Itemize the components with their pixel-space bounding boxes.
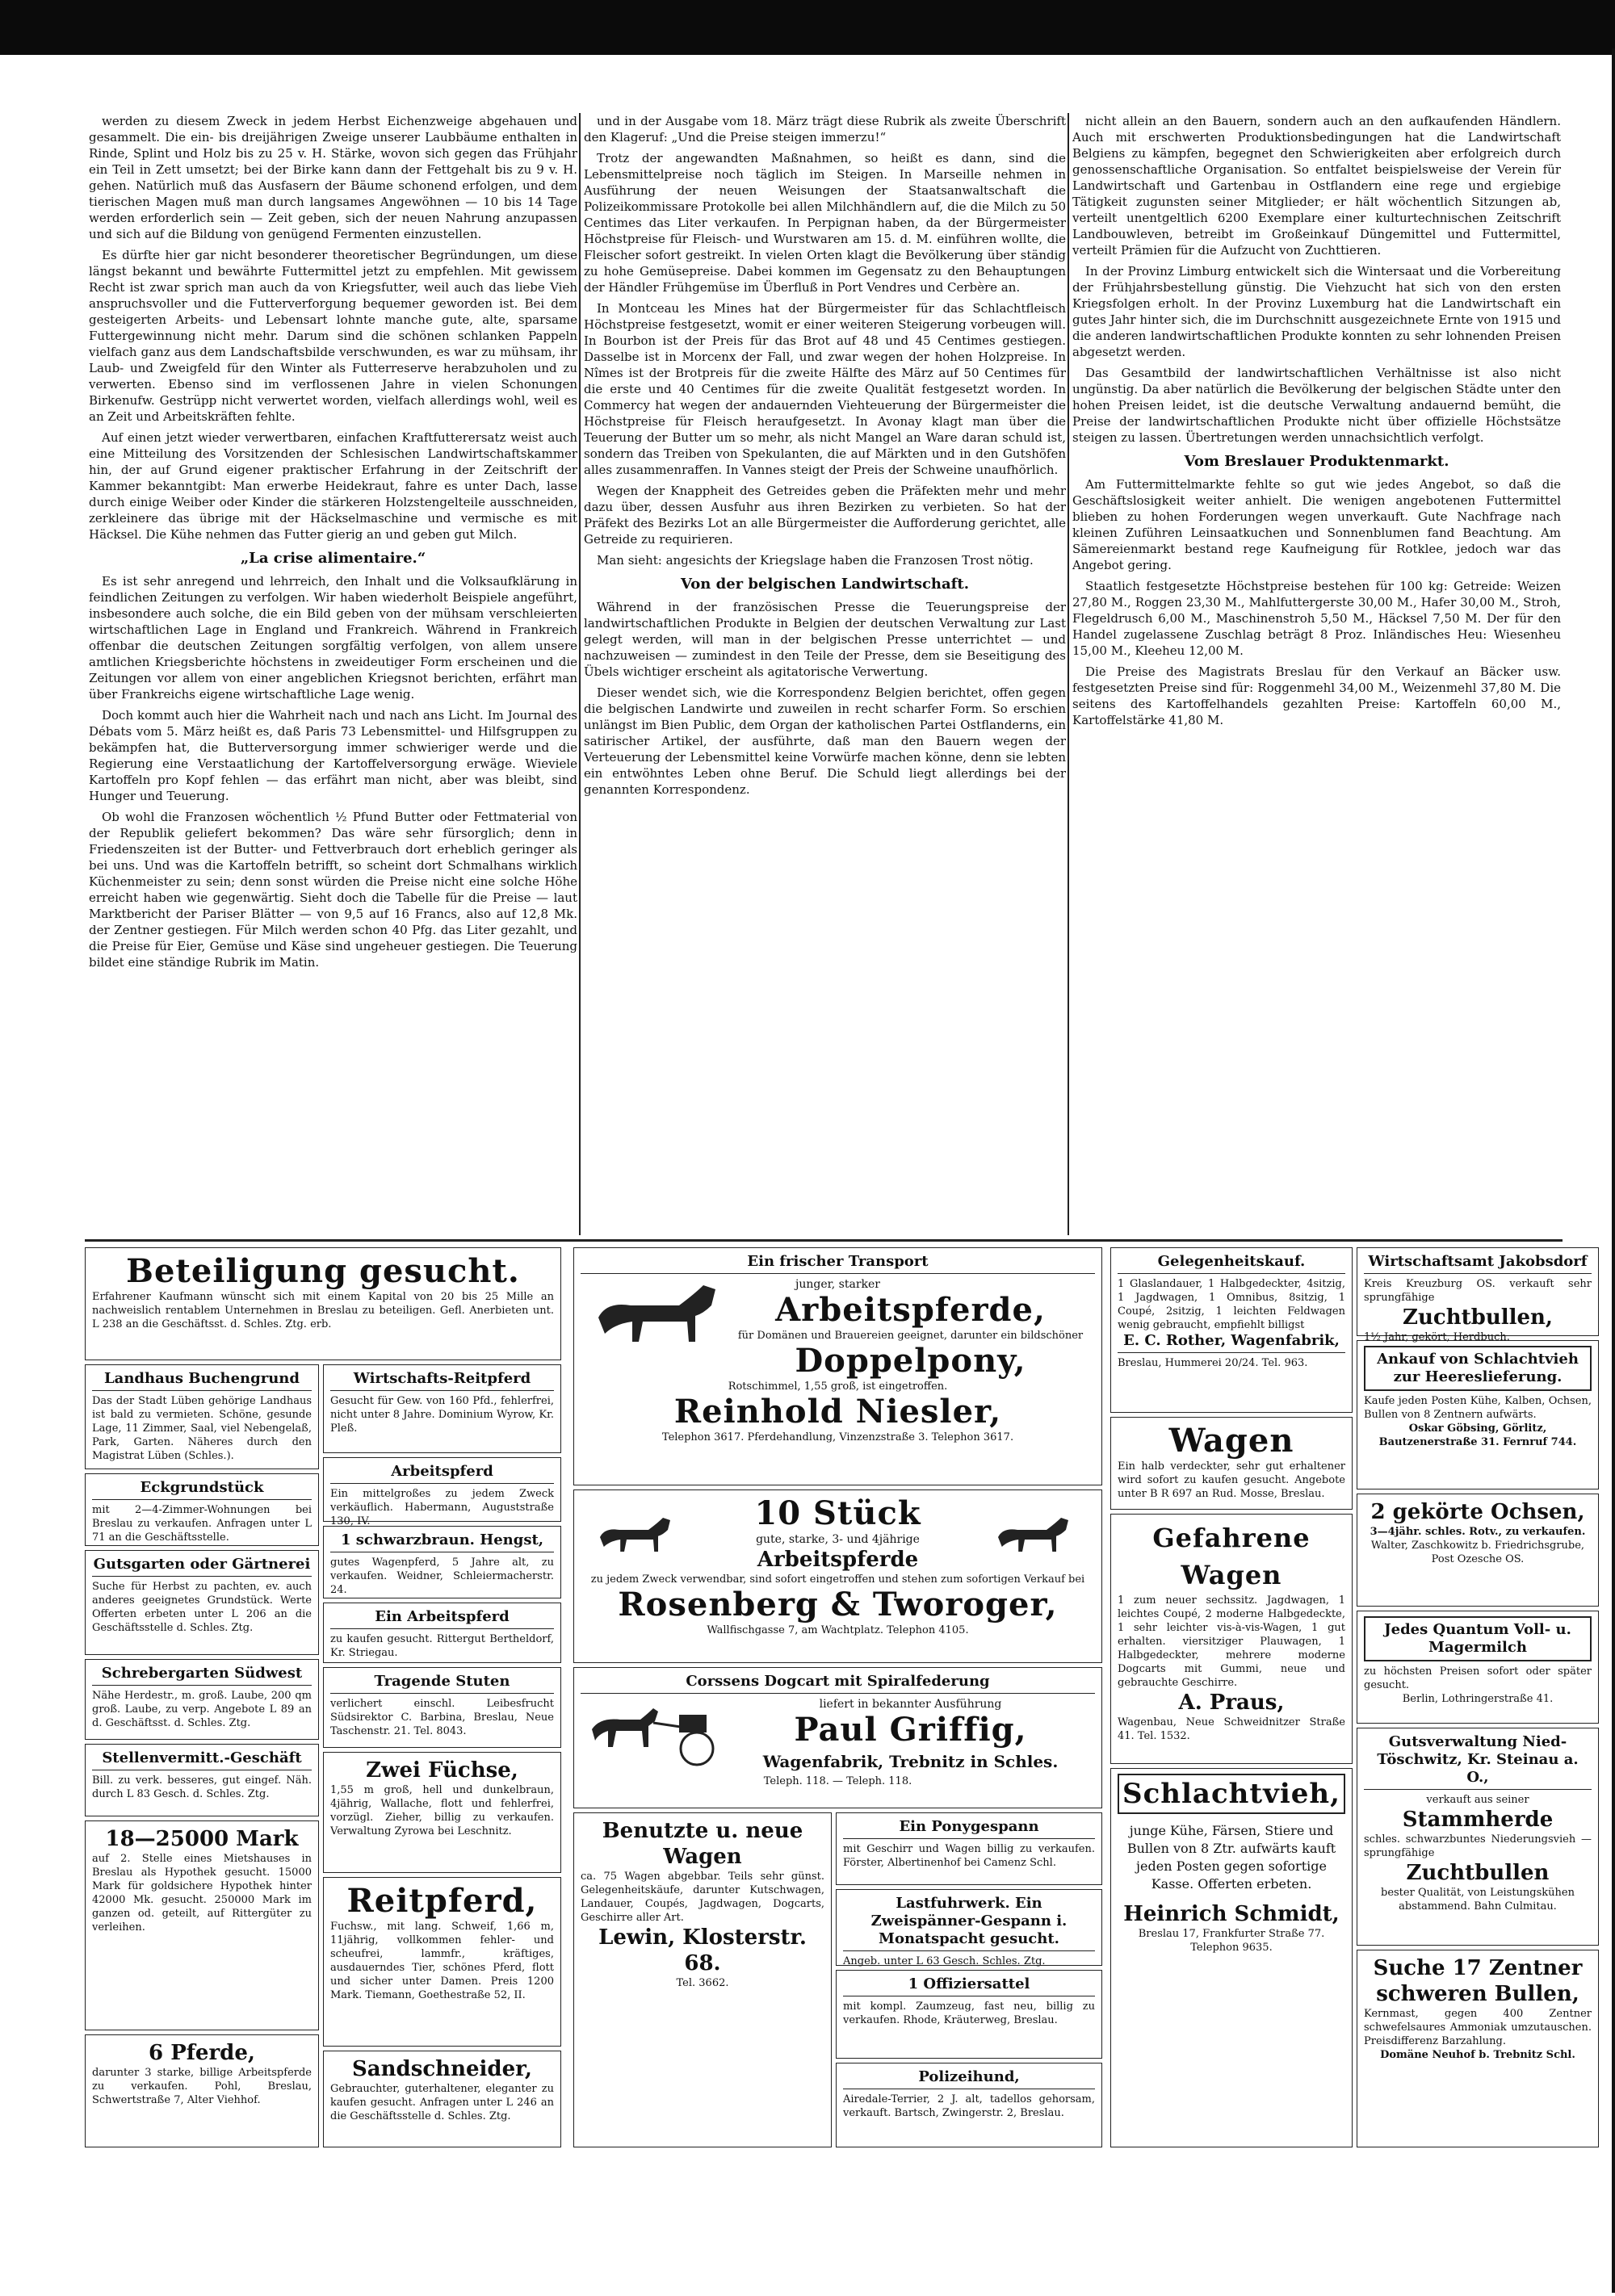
ad-body: verkauft aus seiner [1426, 1794, 1529, 1806]
article-column-middle [584, 113, 1066, 1231]
ad-big-text: Zuchtbullen, [1403, 1305, 1553, 1330]
article-column-left [89, 113, 577, 1231]
ad-footer: Berlin, Lothringerstraße 41. [1402, 1693, 1554, 1705]
ad-subtitle: junger, starker [795, 1278, 880, 1291]
section-heading: Von der belgischen Landwirtschaft. [680, 576, 970, 593]
ad-body: Gesucht für Gew. von 160 Pfd., fehlerfrei, nicht unter 8 Jahre. Dominium Wyrow, Kr. Pleß. [330, 1395, 554, 1435]
ad-body: Kaufe jeden Posten Kühe, Kalben, Ochsen, Bullen von 8 Zentnern aufwärts. [1364, 1395, 1592, 1421]
ad-body: Das der Stadt Lüben gehörige Landhaus ist bald zu vermieten. Schöne, gesunde Lage, 11 Zimmer, Saal, viel Nebengelaß, Park, Garten. Näheres durch den Magistrat Lüben (Schles.). [92, 1395, 312, 1462]
ad-body: Gebrauchter, guterhaltener, eleganter zu kaufen gesucht. Anfragen unter L 246 an die Geschäftsstelle d. Schles. Ztg. [330, 2083, 554, 2122]
ad-zehn-stueck [573, 1489, 1102, 1663]
ad-body: Rotschimmel, 1,55 groß, ist eingetroffen. [728, 1381, 948, 1393]
ad-schlachtvieh-schmidt [1110, 1768, 1353, 2147]
ad-body: ca. 75 Wagen abgebbar. Teils sehr günst. Gelegenheitskäufe, darunter Kutschwagen, Landauer, Coupés, Jagdwagen, Dogcarts, Geschirre aller Art. [581, 1871, 824, 1924]
ad-body: zu kaufen gesucht. Rittergut Bertheldorf, Kr. Striegau. [330, 1633, 554, 1659]
ad-title: 1 schwarzbraun. Hengst, [330, 1531, 554, 1552]
ad-pferde [85, 2034, 319, 2147]
ad-wirtschafts-reitpferd [323, 1364, 561, 1453]
ad-title: Suche 17 Zentner schweren Bullen, [1373, 1956, 1583, 2006]
ad-title: Landhaus Buchengrund [92, 1370, 312, 1391]
ad-sandschneider [323, 2051, 561, 2147]
ad-lastfuhrwerk [836, 1889, 1102, 1966]
ad-arbeitspferd-gesucht [323, 1603, 561, 1663]
ad-body: auf 2. Stelle eines Mietshauses in Breslau als Hypothek gesucht. 15000 Mark für goldsichere Hypothek hinter 42000 Mk. gesucht. 250000 Mark im ganzen od. geteilt, auf Rittergüter zu verleihen. [92, 1853, 312, 1934]
column-divider [1068, 113, 1069, 1235]
ad-big-text: Stammherde [1402, 1808, 1554, 1832]
ad-ochsen [1357, 1494, 1599, 1607]
ad-body: Fuchsw., mit lang. Schweif, 1,66 m, 11jährig, vollkommen fehler- und scheufrei, lammfr., kräftiges, ausdauerndes Tier, schönes Pferd, flott und sicher unter Damen. Preis 1200 Mark. Tiemann, Goethestraße 52, II. [330, 1921, 554, 2001]
ad-bullen [1357, 1950, 1599, 2147]
article-paragraph: In Montceau les Mines hat der Bürgermeister für das Schlachtfleisch Höchstpreise festgesetzt, womit er einer weiteren Steigerung vorbeugen will. In Bourbon ist der Preis für das Brot auf 48 und 45 Centimes gestiegen. Dasselbe ist in Morcenx der Fall, und zwar wegen der hohen Holzpreise. In Nîmes ist der Brotpreis für die zweite Hälfte des März auf 50 Centimes für die erste und 40 Centimes für die zweite Qualität festgesetzt worden. In Commercy hat wegen der andauernden Viehteuerung der Bürgermeister die Höchstpreise für Fleisch heraufgesetzt. In Avonay klagt man über die Teuerung der Butter um so mehr, als nicht Mangel an Ware daran schuld ist, sondern das Treiben von Spekulanten, die auf Märkten und in den Gutshöfen alles zusammenraffen. In Vannes steigt der Preis der Schweine unaufhörlich. [584, 301, 1066, 477]
advertisement-section [81, 1247, 1599, 2269]
ad-milch [1357, 1611, 1599, 1724]
article-column-right [1072, 113, 1561, 1231]
ad-title: Reitpferd, [346, 1882, 538, 1920]
ad-title: Polizeihund, [843, 2068, 1095, 2089]
ad-footer: 1½ Jahr, gekört, Herdbuch. [1364, 1331, 1510, 1343]
ad-title: Ein Arbeitspferd [330, 1608, 554, 1629]
ad-footer: Tel. 3662. [676, 1977, 729, 1989]
ad-body: schles. schwarzbuntes Niederungsvieh — sprungfähige [1364, 1833, 1592, 1859]
ad-body: Ein mittelgroßes zu jedem Zweck verkäuflich. Habermann, Auguststraße 130, IV. [330, 1488, 554, 1527]
ad-body: Nähe Herdestr., m. groß. Laube, 200 qm groß. Laube, zu verp. Angebote L 89 an d. Geschäftsst. d. Schles. Ztg. [92, 1690, 312, 1729]
ad-gefahrene-wagen [1110, 1514, 1353, 1764]
ad-title: Gutsgarten oder Gärtnerei [92, 1556, 312, 1577]
ad-title: 18—25000 Mark [105, 1827, 299, 1851]
ad-footer: Wallfischgasse 7, am Wachtplatz. Telephon 4105. [707, 1624, 969, 1636]
carriage-illustration [584, 1697, 721, 1770]
article-paragraph: Die Preise des Magistrats Breslau für den Verkauf an Bäcker usw. festgesetzten Preise sind für: Roggenmehl 34,00 M., Weizenmehl 37,80 M. Die seitens des Kartoffelhandels gezahlten Preise: Kartoffeln 60,00 M., Kartoffelstärke 41,80 M. [1072, 664, 1561, 727]
article-paragraph: Am Futtermittelmarkte fehlte so gut wie jedes Angebot, so daß die Geschäftslosigkeit weiter anhielt. Die wenigen angebotenen Futtermittel blieben zu hohen Forderungen wegen unverkauft. Gute Nachfrage nach kleinen Zuführen Leinsaatkuchen und Sonnenblumen fand Beachtung. Am Sämereienmarkt bestand rege Kaufneigung für Rotklee, jedoch war das Angebot gering. [1072, 477, 1561, 572]
ad-body: Kernmast, gegen 400 Zentner schwefelsaures Ammoniak umzutauschen. Preisdifferenz Barzahlung. [1364, 2008, 1592, 2047]
ad-body: 1,55 m groß, hell und dunkelbraun, 4jährig, Wallache, flott und fehlerfrei, vorzügl. Zieher, billig zu verkaufen. Verwaltung Zyrowa bei Leschnitz. [330, 1784, 554, 1837]
ad-subtitle: gute, starke, 3- und 4jährige [756, 1533, 920, 1546]
ad-body: für Domänen und Brauereien geeignet, darunter ein bildschöner [737, 1330, 1084, 1342]
article-paragraph: Dieser wendet sich, wie die Korrespondenz Belgien berichtet, offen gegen die belgischen Landwirte und zuweilen in recht scharfer Form. So erschien unlängst im Bien Public, dem Organ der katholischen Partei Ostflanderns, ein satirischer Artikel, der ausführte, daß man den Bauern wegen der Verteuerung der Lebensmittel keine Vorwürfe machen könne, denn sie lebten ein entwöhntes Leben ohne Beruf. Die Schuld liegt allerdings bei der genannten Korrespondenz. [584, 685, 1066, 797]
ad-body: Angeb. unter L 63 Gesch. Schles. Ztg. [843, 1955, 1046, 1967]
article-paragraph: Staatlich festgesetzte Höchstpreise bestehen für 100 kg: Getreide: Weizen 27,80 M., Roggen 23,30 M., Mahlfuttergerste 30,00 M., Hafer 30,00 M., Stroh, Flegeldrusch 6,00 M., Maschinenstroh 5,50 M., Häcksel 7,50 M. Der für den Handel zugelassene Zuschlag beträgt 8 Proz. Inländisches Heu: Wiesenheu 15,00 M., Kleeheu 12,00 M. [1072, 579, 1561, 658]
article-paragraph: Trotz der angewandten Maßnahmen, so heißt es dann, sind die Lebensmittelpreise noch täglich im Steigen. In Marseille nehmen in Ausführung der neuen Weisungen der Staatsanwaltschaft die Polizeikommissare Protokolle bei allen Milchhändlern auf, die die Milch zu 50 Centimes das Liter verkaufen. In Perpignan haben, da der Bürgermeister Höchstpreise für Fleisch- und Wurstwaren am 15. d. M. einführen wollte, die Fleischer sofort gestreikt. In vielen Orten klagt die Bevölkerung über ständig zu hohe Gemüsepreise. Dabei kommen im Gegensatz zu den Behauptungen der Händler Frühgemüse im Überfluß in Port Vendres und Cerbère an. [584, 151, 1066, 295]
ad-footer: bester Qualität, von Leistungskühen abstammend. Bahn Culmitau. [1381, 1887, 1575, 1913]
ad-title: Gutsverwaltung Nied-Töschwitz, Kr. Steinau a. O., [1364, 1733, 1592, 1790]
ad-title: Ein Ponygespann [843, 1818, 1095, 1839]
ad-body: Erfahrener Kaufmann wünscht sich mit einem Kapital von 20 bis 25 Mille an nachweislich rentablem Unternehmen in Breslau zu beteiligen. Gefl. Anerbieten unt. L 238 an die Geschäftsst. d. Schles. Ztg. erb. [92, 1291, 554, 1330]
ad-body: Wagenfabrik, Trebnitz in Schles. [762, 1752, 1059, 1771]
ad-title: Zwei Füchse, [366, 1758, 518, 1783]
ad-jakobsdorf [1357, 1247, 1599, 1343]
article-paragraph: Es ist sehr anregend und lehrreich, den Inhalt und die Volksaufklärung in feindlichen Zeitungen zu verfolgen. Wir haben wiederholt Beispiele angeführt, insbesondere auch solche, die ein Bild geben von der mühsam verschleierten wirtschaftlichen Lage in England und Frankreich. Während in Frankreich offenbar die deutschen Zeitungen sorgfältig verfolgen, von allem unsere amtlichen Kriegsberichte höchstens in zweideutiger Form erscheinen und die Zeitungen vor allem von einer angeblichen Kriegsnot berichten, erfährt man über Frankreichs eigene wirtschaftliche Lage wenig. [89, 574, 577, 702]
article-paragraph: In der Provinz Limburg entwickelt sich die Wintersaat und die Vorbereitung der Frühjahrsbestellung günstig. Die Viehzucht hat sich von den ersten Kriegsfolgen erholt. In der Provinz Luxemburg hat die Landwirtschaft ein gutes Jahr hinter sich, die im Durchschnitt ausgezeichnete Ernte von 1915 und die anderen landwirtschaftlichen Produkte konnten zu sehr lohnenden Preisen abgesetzt werden. [1072, 264, 1561, 359]
ad-gutsgarten [85, 1550, 319, 1655]
ad-landhaus [85, 1364, 319, 1469]
ad-body: mit 2—4-Zimmer-Wohnungen bei Breslau zu verkaufen. Anfragen unter L 71 an die Geschäftsstelle. [92, 1504, 312, 1544]
article-paragraph: werden zu diesem Zweck in jedem Herbst Eichenzweige abgehauen und gesammelt. Die ein- bis dreijährigen Zweige unserer Laubbäume enthalten in Rinde, Splint und Holz bis zu 25 v. H. Stärke, wovon sich gegen das Frühjahr ein Teil in Zett umsetzt; bei der Birke kann dann der Fettgehalt bis zu 9 v. H. gehen. Natürlich muß das Ausfasern der Bäume schonend erfolgen, und dem tierischen Magen muß man durch langsames Angewöhnen — 10 bis 14 Tage werden erforderlich sein — Zeit geben, sich der neuen Nahrung anzupassen und sich auf die Bildung von genügend Fermenten einzustellen. [89, 114, 577, 241]
ad-big-text: Arbeitspferde, [775, 1291, 1046, 1329]
ad-company: E. C. Rother, Wagenfabrik, [1118, 1332, 1345, 1353]
section-heading: „La crise alimentaire.“ [240, 550, 426, 567]
ad-footer: Wagenbau, Neue Schweidnitzer Straße 41. Tel. 1532. [1118, 1716, 1345, 1742]
ad-title: Corssens Dogcart mit Spiralfederung [581, 1673, 1095, 1694]
ad-mark [85, 1820, 319, 2030]
ad-company: A. Praus, [1178, 1691, 1285, 1715]
ad-company: Reinhold Niesler, [673, 1393, 1002, 1431]
ad-title: Wirtschaftsamt Jakobsdorf [1364, 1253, 1592, 1274]
column-divider [579, 113, 581, 1235]
ad-section-divider [85, 1239, 1563, 1242]
article-paragraph: nicht allein an den Bauern, sondern auch an den aufkaufenden Händlern. Auch mit erschwerten Produktionsbedingungen hat die Landwirtschaft Belgiens zu kämpfen, begegnet den Schwierigkeiten aber erfolgreich durch genossenschaftliche Organisation. So entfaltet beispielsweise der Verein für Landwirtschaft und Gartenbau in Ostflandern eine rege und ergiebige Tätigkeit zugunsten seiner Mitglieder; er hält wöchentlich Sitzungen ab, verteilt unentgeltlich 6200 Exemplare einer kulturtechnischen Zeitschrift Landbouwleven, betreibt im Großeinkauf Düngemittel und Futtermittel, verteilt Prämien für die Aufzucht von Zuchttieren. [1072, 114, 1561, 258]
ad-title: Ankauf von Schlachtvieh zur Heereslieferung. [1364, 1346, 1592, 1391]
ad-title: Schrebergarten Südwest [92, 1665, 312, 1686]
ad-title: Tragende Stuten [330, 1673, 554, 1694]
article-paragraph: Es dürfte hier gar nicht besonderer theoretischer Begründungen, um diese längst bekannt und bewährte Futtermittel jetzt zu empfehlen. Mit gewissem Recht ist zwar sprich man auch da von Kriegsfutter, weil auch das liebe Vieh anspruchsvoller und die Futterverforgung bequemer geworden ist. Bei dem gesteigerten Arbeits- und Lebensart lohnte manche gute, alte, sparsame Futtergewinnung nicht mehr. Darum sind die schönen schlanken Pappeln vielfach ganz aus dem Landschaftsbilde verschwunden, es war zu mühsam, ihr Laub- und Zweigfeld für den Winter als Futterreserve herabzuholen und zu verwerten. Ebenso sind im verflossenen Jahre in vielen Schonungen Birkenufw. Gestrüpp nicht verwertet worden, vielfach allerdings wohl, weil es an Zeit und Arbeitskräften fehlte. [89, 248, 577, 424]
article-paragraph: Ob wohl die Franzosen wöchentlich ½ Pfund Butter oder Fettmaterial von der Republik geliefert bekommen? Das wäre sehr fürsorglich; denn in Friedenszeiten ist der Butter- und Fettverbrauch dort erheblich geringer als bei uns. Und was die Kartoffeln betrifft, so scheint dort Schmalhans wirklich Küchenmeister zu sein; denn sonst würden die Preise nicht eine solche Höhe erreicht haben wie gegenwärtig. Sieht doch die Tabelle für die Preise — laut Marktbericht der Pariser Blätter — von 9,5 auf 16 Francs, also auf 12,8 Mk. der Zentner gestiegen. Für Milch werden schon 40 Pfg. das Liter gezahlt, und die Preise für Eier, Gemüse und Käse sind ungeheuer gestiegen. Die Teuerung bildet eine ständige Rubrik im Matin. [89, 810, 577, 970]
ad-nied-toeschwitz [1357, 1728, 1599, 1946]
ad-title: Arbeitspferd [330, 1463, 554, 1484]
ad-offiziersattel [836, 1970, 1102, 2059]
ad-body: Suche für Herbst zu pachten, ev. auch anderes geeignetes Grundstück. Werte Offerten erbeten unter L 206 an die Geschäftsstelle d. Schles. Ztg. [92, 1581, 312, 1634]
ad-body: Kreis Kreuzburg OS. verkauft sehr sprungfähige [1364, 1278, 1592, 1304]
ad-body: gutes Wagenpferd, 5 Jahre alt, zu verkaufen. Weidner, Schleiermacherstr. 24. [330, 1557, 554, 1596]
ad-title: 2 gekörte Ochsen, [1370, 1500, 1585, 1524]
ad-eckgrundstueck [85, 1473, 319, 1546]
ad-title: Ein frischer Transport [581, 1253, 1095, 1274]
ad-body: darunter 3 starke, billige Arbeitspferde zu verkaufen. Pohl, Breslau, Schwertstraße 7, Alter Viehhof. [92, 2067, 312, 2106]
article-paragraph: Wegen der Knappheit des Getreides geben die Präfekten mehr und mehr dazu über, dessen Ausfuhr aus ihren Bezirken zu verbieten. So hat der Präfekt des Bezirks Lot an alle Bürgermeister die Aufforderung gerichtet, alle Getreide zu requirieren. [584, 484, 1066, 547]
ad-benutzte-wagen [573, 1812, 832, 2147]
ad-company: Heinrich Schmidt, [1123, 1902, 1340, 1926]
ad-body: 3—4jähr. schles. Rotv., zu verkaufen. [1370, 1526, 1586, 1538]
ad-ponygespann [836, 1812, 1102, 1885]
section-heading: Vom Breslauer Produktenmarkt. [1184, 453, 1449, 470]
ad-wagen-gesucht [1110, 1417, 1353, 1510]
scan-right-edge [1612, 48, 1615, 2293]
ad-body: Bill. zu verk. besseres, gut eingef. Näh. durch L 83 Gesch. d. Schles. Ztg. [92, 1774, 312, 1800]
ad-footer: Walter, Zaschkowitz b. Friedrichsgrube, Post Ozesche OS. [1370, 1540, 1585, 1565]
ad-transport-niesler [573, 1247, 1102, 1485]
ad-body: mit kompl. Zaumzeug, fast neu, billig zu verkaufen. Rhode, Kräuterweg, Breslau. [843, 2001, 1095, 2026]
ad-footer: Breslau 17, Frankfurter Straße 77. Telephon 9635. [1138, 1928, 1325, 1954]
ad-subtitle: liefert in bekannter Ausführung [819, 1698, 1002, 1711]
ad-title: Stellenvermitt.-Geschäft [92, 1749, 312, 1770]
ad-gelegenheitskauf [1110, 1247, 1353, 1413]
ad-title: Wirtschafts-Reitpferd [330, 1370, 554, 1391]
ad-title: Benutzte u. neue Wagen [602, 1819, 803, 1869]
ad-company: Rosenberg & Tworoger, [618, 1586, 1058, 1624]
ad-body: Airedale-Terrier, 2 J. alt, tadellos gehorsam, verkauft. Bartsch, Zwingerstr. 2, Breslau. [843, 2093, 1095, 2119]
ad-title: Beteiligung gesucht. [126, 1252, 520, 1290]
ad-title: 6 Pferde, [149, 2041, 255, 2065]
ad-title: Jedes Quantum Voll- u. Magermilch [1364, 1616, 1592, 1661]
ad-title: Gefahrene Wagen [1152, 1523, 1311, 1590]
ad-stellenvermittlung [85, 1744, 319, 1816]
article-paragraph: Man sieht: angesichts der Kriegslage haben die Franzosen Trost nötig. [597, 553, 1034, 568]
article-paragraph: Das Gesamtbild der landwirtschaftlichen Verhältnisse ist also nicht ungünstig. Da aber natürlich die Bevölkerung der belgischen Städte unter den hohen Preisen leidet, ist die deutsche Verwaltung andauernd bemüht, die Preise der landwirtschaftlichen Produkte nicht über offizielle Höchstsätze steigen zu lassen. Übertretungen werden unnachsichtlich verfolgt. [1072, 366, 1561, 445]
ad-body: zu höchsten Preisen sofort oder später gesucht. [1364, 1665, 1592, 1691]
ad-body: 1 Glaslandauer, 1 Halbgedeckter, 4sitzig, 1 Jagdwagen, 1 Omnibus, 8sitzig, 1 Coupé, 2sitzig, 1 leichten Feldwagen wenig gebraucht, empfiehlt billigst [1118, 1278, 1345, 1331]
ad-body: mit Geschirr und Wagen billig zu verkaufen. Förster, Albertinenhof bei Camenz Schl. [843, 1843, 1095, 1869]
ad-body: zu jedem Zweck verwendbar, sind sofort eingetroffen und stehen zum sofortigen Verkauf bei [590, 1573, 1085, 1586]
ad-big-text: 10 Stück [754, 1494, 921, 1532]
ad-schrebergarten [85, 1659, 319, 1740]
ad-title: 1 Offiziersattel [843, 1975, 1095, 1996]
article-paragraph: Auf einen jetzt wieder verwertbaren, einfachen Kraftfutterersatz weist auch eine Mitteilung des Vorsitzenden der Schlesischen Landwirtschaftskammer hin, der auf Grund eigener praktischer Erfahrung in der Zeitschrift der Kammer bekanntgibt: Man erwerbe Heidekraut, fahre es unter Dach, lasse durch einige Weiber oder Kinder die stärkeren Holzstengelteile ausschneiden, zerkleinere das übrige mit der Häckselmaschine und vermische es mit Häcksel. Die Kühe nehmen das Futter gierig an und geben gut Milch. [89, 430, 577, 542]
horse-illustration-right [988, 1506, 1085, 1563]
ad-footer: Breslau, Hummerei 20/24. Tel. 963. [1118, 1357, 1308, 1369]
ad-body: Ein halb verdeckter, sehr gut erhaltener wird sofort zu kaufen gesucht. Angebote unter B R 697 an Rud. Mosse, Breslau. [1118, 1460, 1345, 1500]
ad-company: Paul Griffig, [794, 1711, 1027, 1749]
ad-hengst [323, 1526, 561, 1598]
article-paragraph: und in der Ausgabe vom 18. März trägt diese Rubrik als zweite Überschrift den Klageruf: „Und die Preise steigen immerzu!“ [584, 114, 1066, 145]
ad-dogcart-griffig [573, 1667, 1102, 1808]
horse-illustration-left [590, 1506, 687, 1563]
ad-footer: Domäne Neuhof b. Trebnitz Schl. [1380, 2049, 1575, 2061]
ad-arbeitspferd [323, 1457, 561, 1527]
ad-title: Sandschneider, [352, 2057, 532, 2081]
ad-schlachtvieh-heer [1357, 1340, 1599, 1489]
ad-footer: Telephon 3617. Pferdehandlung, Vinzenzstraße 3. Telephon 3617. [661, 1431, 1014, 1443]
ad-big-text: Doppelpony, [795, 1342, 1026, 1380]
ad-title: Wagen [1168, 1422, 1294, 1460]
ad-zwei-fuechse [323, 1752, 561, 1873]
ad-body: junge Kühe, Färsen, Stiere und Bullen von 8 Ztr. aufwärts kauft jeden Posten gegen sofortige Kasse. Offerten erbeten. [1126, 1823, 1336, 1892]
ad-title: Lastfuhrwerk. Ein Zweispänner-Gespann i. Monatspacht gesucht. [843, 1895, 1095, 1951]
ad-footer: Oskar Göbsing, Görlitz, Bautzenerstraße 31. Fernruf 744. [1378, 1422, 1577, 1448]
ad-big-text: Zuchtbullen [1406, 1861, 1550, 1885]
ad-big-text: Arbeitspferde [757, 1548, 919, 1572]
ad-stuten [323, 1667, 561, 1748]
ad-body: verlichert einschl. Leibesfrucht Südsirektor C. Barbina, Breslau, Neue Taschenstr. 21. Tel. 8043. [330, 1698, 554, 1737]
ad-footer: Teleph. 118. — Teleph. 118. [763, 1775, 912, 1787]
ad-polizeihund [836, 2063, 1102, 2147]
horse-illustration [582, 1277, 744, 1350]
ad-company: Lewin, Klosterstr. 68. [598, 1925, 807, 1975]
ad-title: Gelegenheitskauf. [1118, 1253, 1345, 1274]
ad-title: Eckgrundstück [92, 1479, 312, 1500]
ad-title: Schlachtvieh, [1118, 1774, 1345, 1814]
ad-reitpferd [323, 1877, 561, 2047]
ad-body: 1 zum neuer sechssitz. Jagdwagen, 1 leichtes Coupé, 2 moderne Halbgedeckte, 1 sehr leichter vis-à-vis-Wagen, 1 gut erhalten. viersitziger Plauwagen, 1 Halbgedeckter, mehrere moderne Dogcarts mit Gummi, neue und gebrauchte Geschirre. [1118, 1594, 1345, 1689]
scan-top-edge [0, 0, 1615, 55]
article-paragraph: Während in der französischen Presse die Teuerungspreise der landwirtschaftlichen Produkte in Belgien der deutschen Verwaltung zur Last gelegt werden, will man in der belgischen Presse unterrichtet — und nachzuweisen — zumindest in den Teile der Presse, dem sie Beseitigung des Übels wichtiger erscheint als agitatorische Verwertung. [584, 600, 1066, 679]
article-paragraph: Doch kommt auch hier die Wahrheit nach und nach ans Licht. Im Journal des Débats vom 5. März heißt es, daß Paris 73 Lebensmittel- und Hilfsgruppen zu bekämpfen hat, die Butterversorgung immer schwieriger werde und die Regierung eine Verstaatlichung der Kartoffelversorgung erwäge. Wieviele Kartoffeln pro Kopf fehlen — das erfährt man nicht, aber was bleibt, sind Hunger und Teuerung. [89, 708, 577, 803]
ad-beteiligung [85, 1247, 561, 1360]
